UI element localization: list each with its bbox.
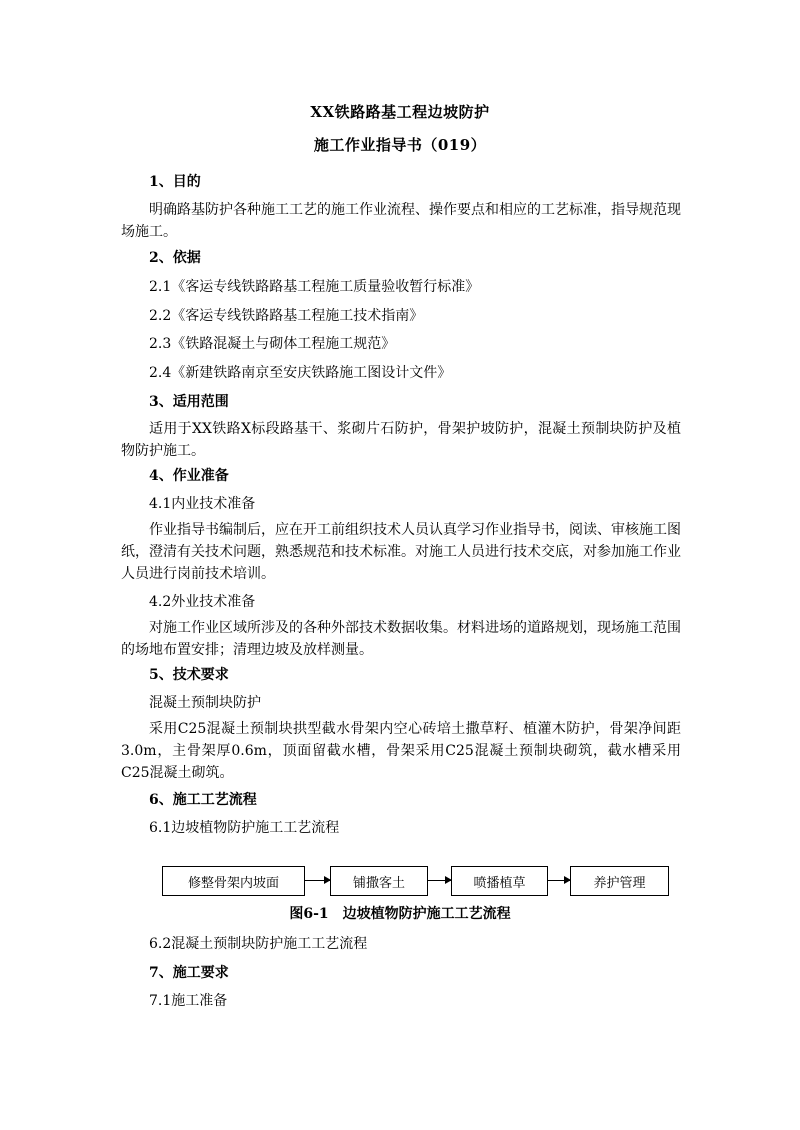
section-5-subtitle: 混凝土预制块防护 bbox=[149, 695, 261, 711]
flow-arrow bbox=[548, 880, 570, 881]
reference-item: 2.1《客运专线铁路路基工程施工质量验收暂行标准》 bbox=[149, 279, 480, 295]
section-5-body: 采用C25混凝土预制块拱型截水骨架内空心砖培土撒草籽、植灌木防护，骨架净间距3.0m，主骨架厚0.6m，顶面留截水槽，骨架采用C25混凝土预制块砌筑，截水槽采用C25混凝土砌筑。 bbox=[121, 721, 681, 781]
document-subtitle: 施工作业指导书（019） bbox=[313, 136, 487, 154]
section-4-2-title: 4.2外业技术准备 bbox=[149, 594, 256, 610]
section-4-2-body: 对施工作业区域所涉及的各种外部技术数据收集。材料进场的道路规划，现场施工范围的场地布置安排；清理边坡及放样测量。 bbox=[121, 620, 681, 658]
reference-item: 2.3《铁路混凝土与砌体工程施工规范》 bbox=[149, 336, 396, 352]
section-5-heading: 5、技术要求 bbox=[149, 667, 229, 683]
flow-step-trim-slope: 修整骨架内坡面 bbox=[162, 866, 305, 896]
flow-step-maintenance: 养护管理 bbox=[570, 866, 669, 896]
flow-arrow bbox=[428, 880, 451, 881]
section-1-heading: 1、目的 bbox=[149, 174, 201, 190]
document-title: XX铁路路基工程边坡防护 bbox=[310, 103, 490, 121]
flow-arrow bbox=[305, 880, 330, 881]
section-4-heading: 4、作业准备 bbox=[149, 468, 229, 484]
section-7-heading: 7、施工要求 bbox=[149, 965, 229, 981]
section-6-2-title: 6.2混凝土预制块防护施工工艺流程 bbox=[149, 936, 368, 952]
section-2-heading: 2、依据 bbox=[149, 250, 201, 266]
section-3-heading: 3、适用范围 bbox=[149, 394, 229, 410]
section-1-body: 明确路基防护各种施工工艺的施工作业流程、操作要点和相应的工艺标准，指导规范现场施工。 bbox=[121, 202, 681, 240]
section-4-1-title: 4.1内业技术准备 bbox=[149, 496, 256, 512]
flow-step-hydroseed: 喷播植草 bbox=[451, 866, 548, 896]
reference-item: 2.2《客运专线铁路路基工程施工技术指南》 bbox=[149, 308, 424, 324]
section-6-1-title: 6.1边坡植物防护施工工艺流程 bbox=[149, 820, 340, 836]
reference-item: 2.4《新建铁路南京至安庆铁路施工图设计文件》 bbox=[149, 365, 452, 381]
flow-step-spread-soil: 铺撒客土 bbox=[330, 866, 428, 896]
figure-caption: 图6-1 边坡植物防护施工工艺流程 bbox=[289, 906, 511, 922]
section-4-1-body: 作业指导书编制后，应在开工前组织技术人员认真学习作业指导书，阅读、审核施工图纸，澄清有关技术问题，熟悉规范和技术标准。对施工人员进行技术交底，对参加施工作业人员进行岗前技术培训。 bbox=[121, 522, 681, 582]
section-6-heading: 6、施工工艺流程 bbox=[149, 792, 257, 808]
section-3-body: 适用于XX铁路X标段路基干、浆砌片石防护，骨架护坡防护，混凝土预制块防护及植物防护施工。 bbox=[121, 421, 681, 459]
section-7-1-title: 7.1施工准备 bbox=[149, 993, 228, 1009]
